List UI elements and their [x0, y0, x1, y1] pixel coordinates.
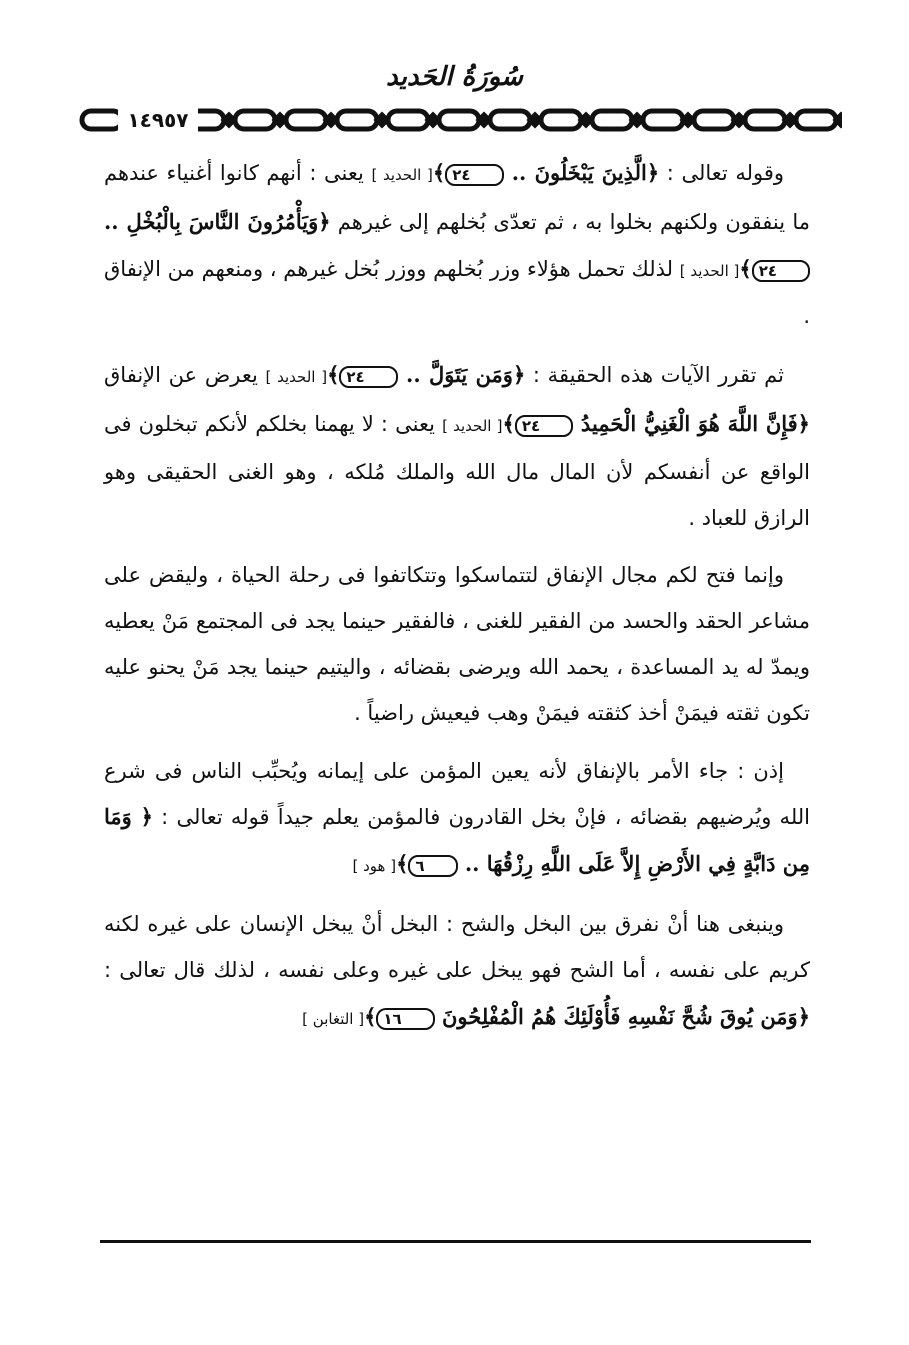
quran-verse: ﴾	[364, 1003, 377, 1029]
body-text: يعرض عن الإنفاق	[104, 363, 266, 388]
quran-verse: ﴿وَمَن يُوقَ شُحَّ نَفْسِهِ فَأُوْلَئِكَ هُمُ الْمُفْلِحُونَ	[434, 1003, 810, 1029]
body-text: يعنى : لا يهمنا بخلكم لأنكم تبخلون فى الواقع عن أنفسكم لأن المال مال الله والملك مُلكه ، وهو الغنى الحقيقى وهو الرازق للعباد .	[104, 411, 810, 530]
paragraph	[104, 749, 810, 890]
sura-reference: [ الحديد ]	[679, 261, 740, 280]
quran-verse: ﴾	[739, 255, 752, 281]
quran-verse: ﴾	[502, 410, 515, 436]
page-body	[104, 150, 810, 1054]
ayah-number: ٢٤	[445, 164, 503, 186]
paragraph	[104, 553, 810, 736]
sura-reference: [ هود ]	[352, 857, 397, 876]
sura-reference: [ الحديد ]	[265, 368, 328, 387]
ayah-number: ٢٤	[752, 260, 810, 282]
body-text: يعنى : أنهم كانوا أغنياء عندهم ما ينفقون ولكنهم بخلوا به ، ثم تعدّى بُخلهم إلى غيرهم	[104, 161, 810, 234]
quran-verse: ﴿وَمَن يَتَوَلَّ ..	[397, 362, 526, 388]
page-number: ١٤٩٥٧	[118, 107, 198, 133]
paragraph	[104, 352, 810, 541]
ayah-number: ٢٤	[339, 366, 397, 388]
surah-title: سُورَةُ الحَديد	[386, 62, 523, 92]
quran-verse: ﴿فَإِنَّ اللَّهَ هُوَ الْغَنِيُّ الْحَمِيدُ	[573, 410, 810, 436]
quran-verse: ﴿وَيَأْمُرُونَ النَّاسَ بِالْبُخْلِ ..	[104, 208, 331, 234]
quran-verse: ﴾	[396, 851, 409, 877]
quran-verse: ﴾	[432, 160, 446, 185]
body-text: وإنما فتح لكم مجال الإنفاق لتتماسكوا وتتكاتفوا فى رحلة الحياة ، وليقض على مشاعر الحقد والحسد من الفقير للغنى ، فالفقير حينما يجد فى المجتمع مَنْ يعطيه ويمدّ له يد المساعدة ، يحمد الله ويرضى بقضائه ، واليتيم حينما يجد مَنْ يحنو عليه تكون ثقته فيمَنْ أخذ كثقته فيمَنْ وهب فيعيش راضياً .	[104, 563, 810, 725]
body-text: ثم تقرر الآيات هذه الحقيقة :	[525, 363, 784, 388]
quran-verse: ﴿ وَمَا مِن دَابَّةٍ فِي الأَرْضِ إِلاَّ عَلَى اللَّهِ رِزْقُهَا ..	[104, 804, 810, 877]
quran-verse: ﴾	[327, 362, 340, 388]
sura-reference: [ الحديد ]	[371, 166, 433, 184]
body-text: وقوله تعالى :	[659, 161, 784, 185]
ayah-number: ٦	[408, 855, 457, 877]
body-text: وينبغى هنا أنْ نفرق بين البخل والشح : البخل أنْ يبخل الإنسان على غيره لكنه كريم على نفسه ، أما الشح فهو يبخل على غيره وعلى نفسه ، لذلك قال تعالى :	[104, 911, 810, 982]
sura-reference: [ الحديد ]	[442, 416, 503, 435]
footer-rule	[100, 1240, 811, 1243]
sura-reference: [ التغابن ]	[302, 1009, 365, 1028]
ayah-number: ١٦	[376, 1008, 434, 1030]
paragraph	[104, 902, 810, 1042]
body-text: لذلك تحمل هؤلاء وزر بُخلهم ووزر بُخل غيرهم ، ومنعهم من الإنفاق .	[104, 256, 810, 329]
ayah-number: ٢٤	[515, 415, 573, 437]
quran-verse: ﴿الَّذِينَ يَبْخَلُونَ ..	[503, 160, 660, 185]
paragraph	[104, 150, 810, 340]
body-text: إذن : جاء الأمر بالإنفاق لأنه يعين المؤمن على إيمانه ويُحبِّب الناس فى شرع الله ويُرضيهم بقضائه ، فإنْ بخل القادرون فالمؤمن يعلم جيداً قوله تعالى :	[104, 758, 811, 830]
